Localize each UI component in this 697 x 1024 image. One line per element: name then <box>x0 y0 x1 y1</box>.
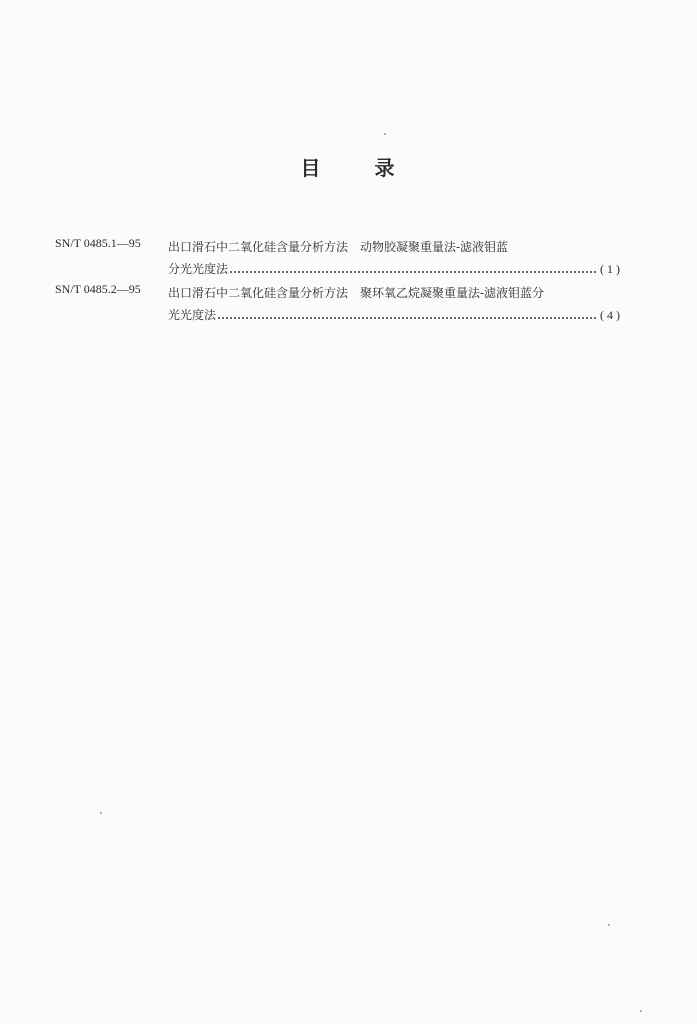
dot-leader <box>218 304 596 319</box>
page-number: ( 1 ) <box>600 262 620 276</box>
scan-speck <box>608 924 610 926</box>
entry-title: 出口滑石中二氧化硅含量分析方法 动物胶凝聚重量法-滤液钼蓝 <box>168 240 509 254</box>
title-char-2: 录 <box>374 156 397 180</box>
title-char-1: 目 <box>300 156 323 180</box>
standard-code: SN/T 0485.2—95 <box>55 282 141 296</box>
scan-speck <box>640 1010 642 1012</box>
scan-speck <box>100 812 102 814</box>
page-number: ( 4 ) <box>600 308 620 322</box>
entry-title-line2: 光光度法 <box>168 308 217 322</box>
toc-entry[interactable] <box>55 236 620 280</box>
entry-title-line2: 分光光度法 <box>168 262 229 276</box>
standard-code: SN/T 0485.1—95 <box>55 236 141 250</box>
scan-speck <box>384 133 386 135</box>
entry-title-continuation <box>168 258 620 280</box>
dot-leader <box>230 258 596 273</box>
table-of-contents <box>55 236 620 326</box>
entry-title: 出口滑石中二氧化硅含量分析方法 聚环氧乙烷凝聚重量法-滤液钼蓝分 <box>168 286 545 300</box>
entry-title-continuation <box>168 304 620 326</box>
toc-entry[interactable] <box>55 282 620 326</box>
page-title <box>0 152 697 181</box>
